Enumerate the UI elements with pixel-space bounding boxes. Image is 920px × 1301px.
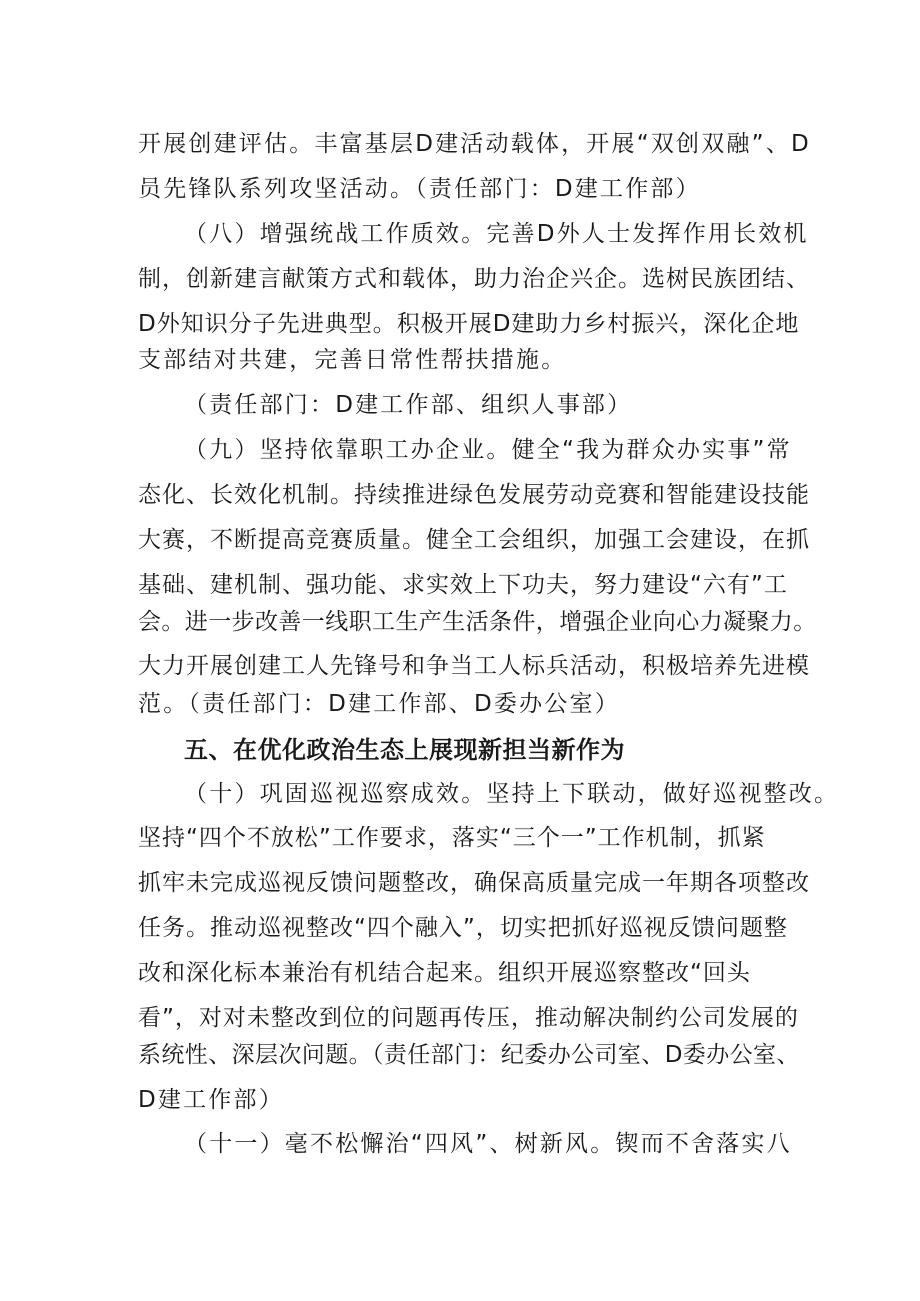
- paragraph-line: 大力开展创建工人先锋号和争当工人标兵活动，积极培养先进模: [138, 653, 810, 679]
- paragraph-line: （十一）毫不松懈治“四风”、树新风。锲而不舍落实八: [184, 1131, 792, 1157]
- paragraph-line: 员先锋队系列攻坚活动。（责任部门：D建工作部）: [138, 176, 701, 202]
- paragraph-line: 态化、长效化机制。持续推进绿色发展劳动竞赛和智能建设技能: [138, 482, 810, 508]
- paragraph-line: 任务。推动巡视整改“四个融入”，切实把抓好巡视反馈问题整: [138, 915, 788, 941]
- paragraph-line: 大赛，不断提高竞赛质量。健全工会组织，加强工会建设，在抓: [138, 527, 810, 553]
- section-heading: 五、在优化政治生态上展现新担当新作为: [184, 736, 625, 764]
- paragraph-line: （十）巩固巡视巡察成效。坚持上下联动，做好巡视整改。: [184, 781, 840, 807]
- paragraph-line: （八）增强统战工作质效。完善D外人士发挥作用长效机: [184, 221, 809, 247]
- paragraph-line: 支部结对共建，完善日常性帮扶措施。: [138, 347, 567, 373]
- paragraph-line: 制，创新建言献策方式和载体，助力治企兴企。选树民族团结、: [138, 266, 810, 292]
- paragraph-line: 开展创建评估。丰富基层D建活动载体，开展“双创双融”、D: [138, 131, 811, 157]
- paragraph-line: 系统性、深层次问题。（责任部门：纪委办公司室、D委办公室、: [138, 1042, 800, 1068]
- paragraph-line: 会。进一步改善一线职工生产生活条件，增强企业向心力凝聚力。: [138, 609, 817, 635]
- paragraph-line: （九）坚持依靠职工办企业。健全“我为群众办实事”常: [184, 437, 792, 463]
- paragraph-line: D建工作部）: [138, 1087, 284, 1113]
- paragraph-line: D外知识分子先进典型。积极开展D建助力乡村振兴，深化企地: [138, 311, 800, 337]
- paragraph-line: 改和深化标本兼治有机结合起来。组织开展巡察整改“回头: [138, 960, 751, 986]
- paragraph-line: 范。（责任部门：D建工作部、D委办公室）: [138, 691, 620, 717]
- paragraph-line: （责任部门：D建工作部、组织人事部）: [184, 392, 633, 418]
- paragraph-line: 抓牢未完成巡视反馈问题整改，确保高质量完成一年期各项整改: [138, 870, 810, 896]
- paragraph-line: 坚持“四个不放松”工作要求，落实“三个一”工作机制，抓紧: [138, 825, 766, 851]
- paragraph-line: 基础、建机制、强功能、求实效上下功夫，努力建设“六有”工: [138, 572, 788, 598]
- paragraph-line: 看”，对对未整改到位的问题再传压，推动解决制约公司发展的: [138, 1005, 799, 1031]
